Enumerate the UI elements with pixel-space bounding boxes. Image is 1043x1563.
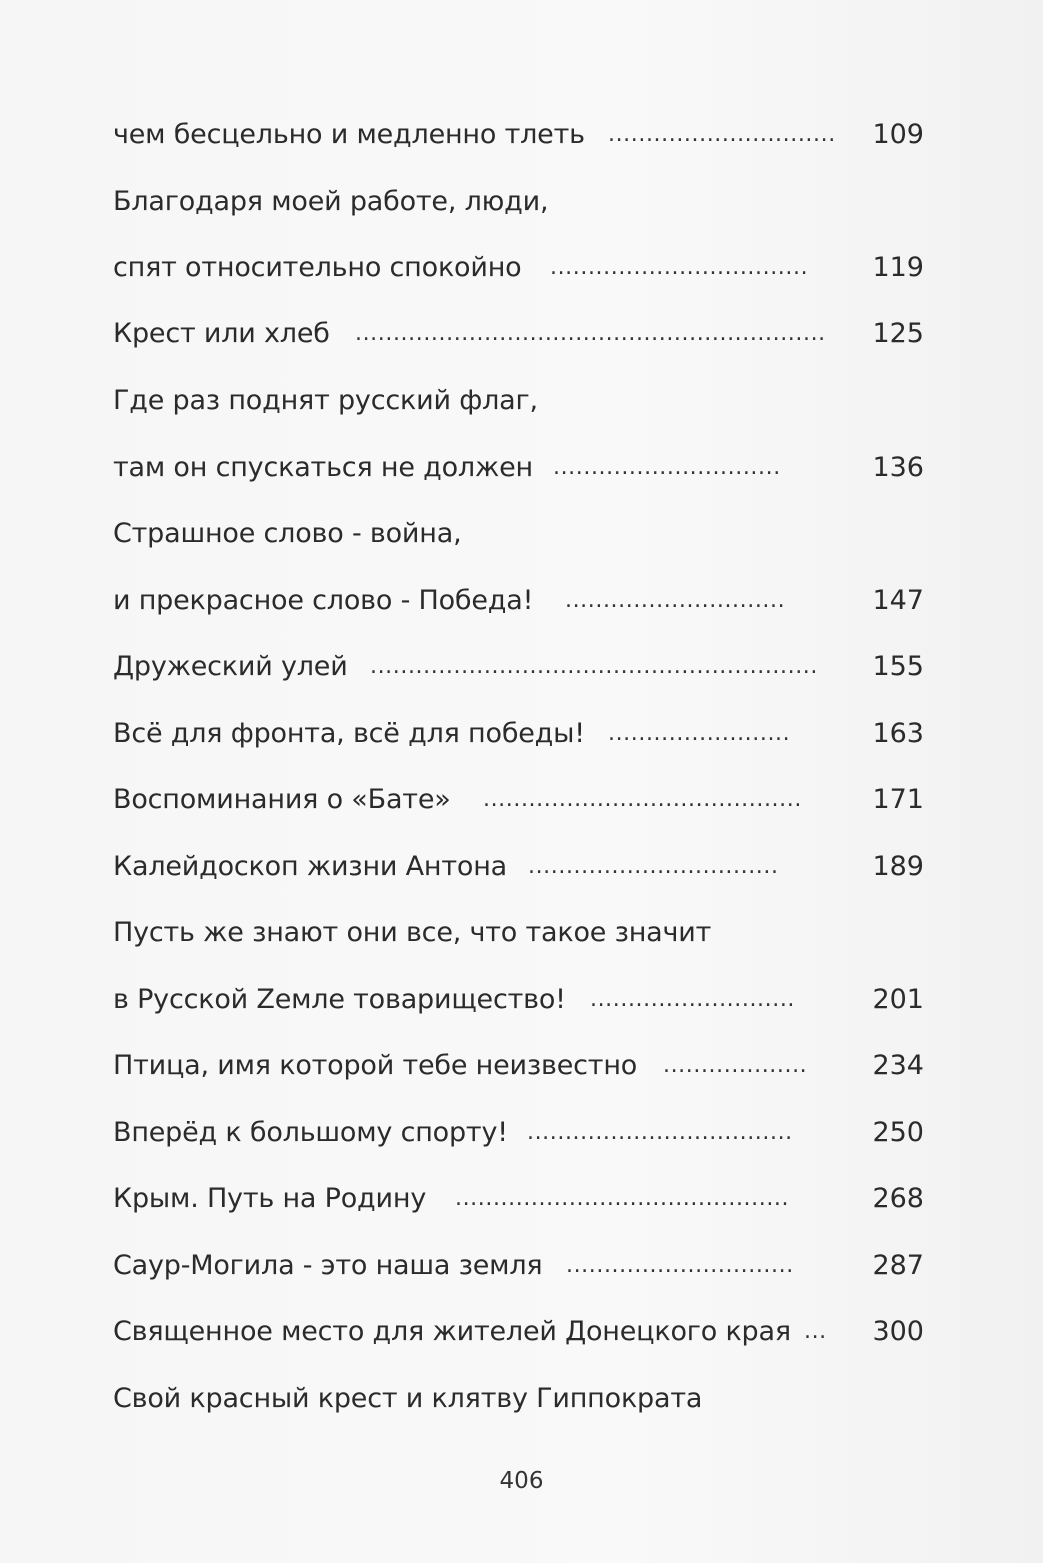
toc-entry (0, 1046, 1043, 1086)
toc-entry-page: 189 (872, 851, 924, 882)
leader-dots: ............................................ (455, 1186, 790, 1211)
leader-dots: ................... (663, 1053, 808, 1078)
toc-entry-page: 125 (872, 318, 924, 349)
toc-entry-title: Страшное слово - война, (113, 518, 462, 549)
toc-entry-title: Саур-Могила - это наша земля (113, 1250, 543, 1281)
toc-entry-title: Дружеский улей (113, 651, 348, 682)
toc-entry-title: Благодаря моей работе, люди, (113, 186, 549, 217)
leader-dots: .............................. (608, 122, 836, 147)
toc-entry (0, 714, 1043, 754)
toc-entry-title: Крест или хлеб (113, 318, 330, 349)
toc-entry (0, 381, 1043, 421)
toc-entry-page: 136 (872, 452, 924, 483)
leader-dots: ................................. (528, 854, 779, 879)
leader-dots: ........................ (608, 721, 791, 746)
leader-dots: ... (804, 1319, 827, 1344)
toc-entry (0, 780, 1043, 820)
leader-dots: .............................. (566, 1253, 794, 1278)
toc-entry-title: и прекрасное слово - Победа! (113, 585, 534, 616)
toc-entry (0, 514, 1043, 554)
toc-entry-page: 234 (872, 1050, 924, 1081)
toc-entry (0, 448, 1043, 488)
toc-entry (0, 1312, 1043, 1352)
toc-entry-page: 268 (872, 1183, 924, 1214)
toc-entry (0, 647, 1043, 687)
leader-dots: .................................. (550, 255, 809, 280)
toc-entry-title: Священное место для жителей Донецкого края (113, 1316, 791, 1347)
toc-entry-title: Всё для фронта, всё для победы! (113, 718, 585, 749)
leader-dots: ................................... (527, 1120, 793, 1145)
toc-entry (0, 1179, 1043, 1219)
toc-entry-page: 300 (872, 1316, 924, 1347)
toc-entry-title: Воспоминания о «Бате» (113, 784, 451, 815)
toc-entry (0, 248, 1043, 288)
toc-entry (0, 847, 1043, 887)
toc-entry-page: 119 (872, 252, 924, 283)
toc-entry-page: 171 (872, 784, 924, 815)
toc-entry-title: Свой красный крест и клятву Гиппократа (113, 1383, 703, 1414)
toc-entry (0, 980, 1043, 1020)
toc-entry (0, 314, 1043, 354)
toc-entry-page: 287 (872, 1250, 924, 1281)
leader-dots: .............................. (553, 455, 781, 480)
toc-entry-title: чем бесцельно и медленно тлеть (113, 119, 585, 150)
toc-entry-title: там он спускаться не должен (113, 452, 533, 483)
toc-entry (0, 581, 1043, 621)
leader-dots: ........................................................... (370, 654, 818, 679)
leader-dots: .......................................... (483, 787, 802, 812)
toc-entry-page: 147 (872, 585, 924, 616)
leader-dots: ............................. (565, 588, 786, 613)
leader-dots: .............................................................. (355, 321, 826, 346)
toc-entry (0, 913, 1043, 953)
toc-entry-page: 163 (872, 718, 924, 749)
toc-entry-title: спят относительно спокойно (113, 252, 522, 283)
toc-entry-title: Где раз поднят русский флаг, (113, 385, 538, 416)
page-number: 406 (499, 1468, 544, 1494)
toc-entry-title: Вперёд к большому спорту! (113, 1117, 508, 1148)
toc-entry-title: Пусть же знают они все, что такое значит (113, 917, 712, 948)
toc-entry-title: в Русской Zемле товарищество! (113, 984, 566, 1015)
toc-entry (0, 1113, 1043, 1153)
toc-entry (0, 1246, 1043, 1286)
toc-entry-page: 250 (872, 1117, 924, 1148)
toc-entry-page: 109 (872, 119, 924, 150)
toc-entry-page: 201 (872, 984, 924, 1015)
toc-entry-page: 155 (872, 651, 924, 682)
toc-entry (0, 1379, 1043, 1419)
leader-dots: ........................... (590, 987, 796, 1012)
toc-entry-title: Калейдоскоп жизни Антона (113, 851, 508, 882)
toc-entry-title: Крым. Путь на Родину (113, 1183, 427, 1214)
toc-entry (0, 182, 1043, 222)
toc-entry (0, 115, 1043, 155)
toc-entry-title: Птица, имя которой тебе неизвестно (113, 1050, 638, 1081)
